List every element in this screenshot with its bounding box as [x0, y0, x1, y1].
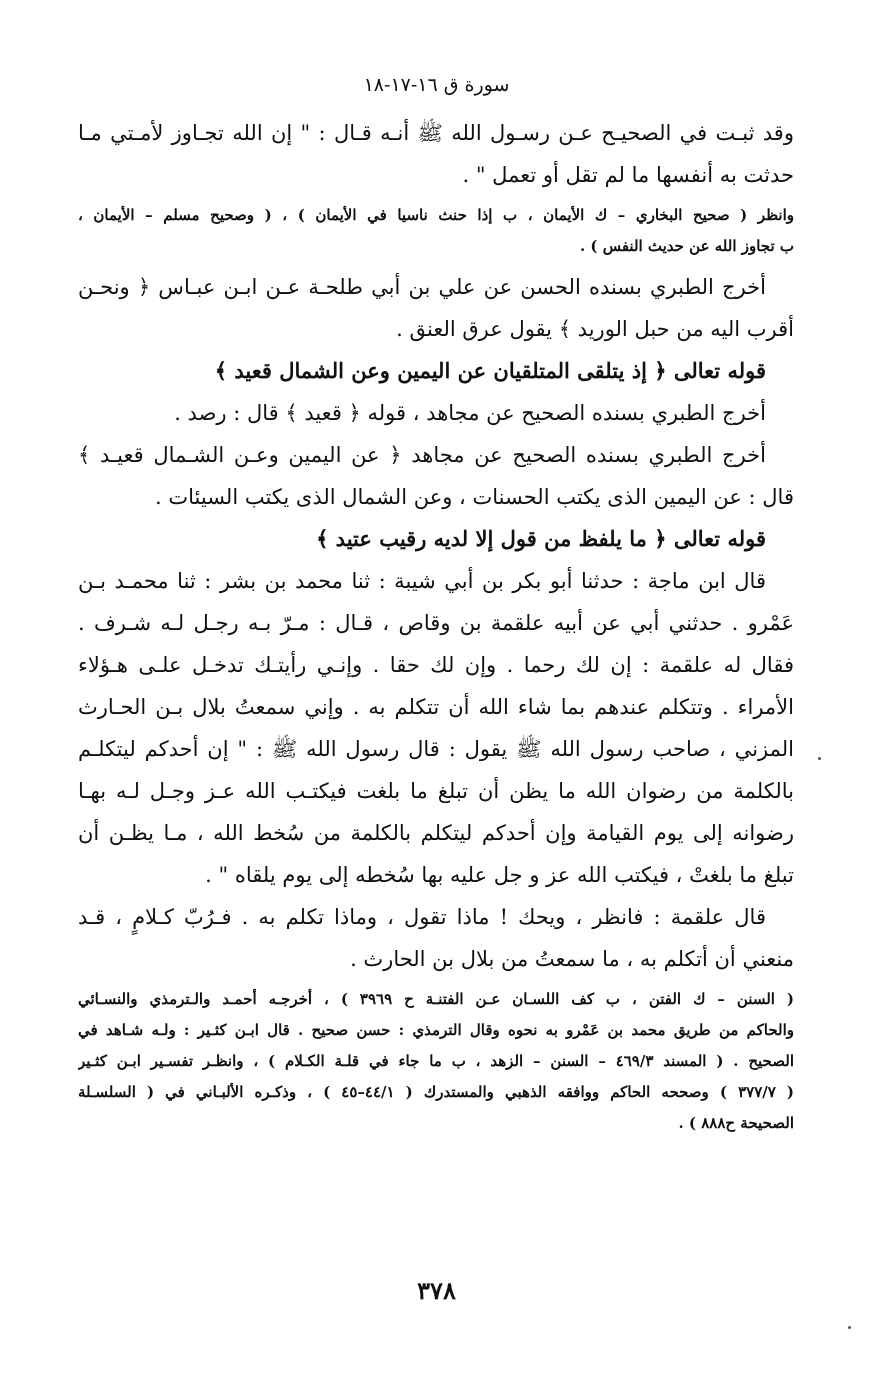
page-number: ٣٧٨ [417, 1276, 456, 1305]
text-line-5: أخرج الطبري بسنده الصحيح عن مجاهد ، قوله ﴿ قعيد ﴾ قال : رصد . [174, 401, 766, 425]
text-line-16: قال علقمة : فانظر ، ويحك ! ماذا تقول ، وماذا تكلم به . فـرُبّ كـلامٍ ، قـد [78, 905, 766, 929]
text-line-8: قال ابن ماجة : حدثنا أبو بكر بن أبي شيبة : ثنا محمد بن بشر : ثنا محمـد بـن [78, 569, 766, 593]
text-line-9: عَمْرو . حدثني أبي عن أبيه علقمة بن وقاص ، قـال : مـرّ بـه رجـل لـه شـرف . [78, 611, 794, 635]
text-line-4: أقرب اليه من حبل الوريد ﴾ يقول عرق العنق . [396, 317, 794, 341]
text-line-13: بالكلمة من رضوان الله ما يظن أن تبلغ ما بلغت فيكتـب الله عـز وجـل لـه بهـا [78, 779, 794, 803]
text-line-12: المزني ، صاحب رسول الله ﷺ يقول : قال رسول الله ﷺ : " إن أحدكم ليتكلـم [78, 737, 794, 761]
text-line-11: الأمراء . وتتكلم عندهم بما شاء الله أن تتكلم به . وإني سمعتُ بلال بـن الحـارث [78, 695, 794, 719]
text-line-6: أخرج الطبري بسنده الصحيح عن مجاهد ﴿ عن اليمين وعـن الشـمال قعيـد ﴾ [78, 443, 766, 467]
footnote-line-2: ب تجاوز الله عن حديث النفس ) . [579, 237, 794, 255]
footnote-line-3: ( السنن – ك الفتن ، ب كف اللسـان عـن الفتنـة ح ٣٩٦٩ ) ، أخرجـه أحمـد والـترمذي والنسـائي [78, 990, 794, 1008]
margin-speck [818, 757, 821, 760]
margin-speck [848, 1326, 851, 1329]
footnote-line-6: ( ٣٧٧/٧ ) وصححه الحاكم ووافقه الذهبي والمستدرك ( ٤٤/١–٤٥ ) ، وذكـره الألبـاني في ( السلسـلة [78, 1083, 794, 1101]
page-body [78, 112, 794, 1139]
section-heading-1: قوله تعالى ﴿ إذ يتلقى المتلقيان عن اليمين وعن الشمال قعيد ﴾ [214, 358, 766, 383]
text-line-14: رضوانه إلى يوم القيامة وإن أحدكم ليتكلم بالكلمة من سُخط الله ، مـا يظـن أن [78, 821, 794, 845]
footnote-line-7: الصحيحة ح٨٨٨ ) . [678, 1114, 794, 1132]
text-line-2: حدثت به أنفسها ما لم تقل أو تعمل " . [462, 163, 794, 187]
text-line-7: قال : عن اليمين الذى يكتب الحسنات ، وعن الشمال الذى يكتب السيئات . [155, 485, 794, 509]
text-line-15: تبلغ ما بلغتْ ، فيكتب الله عز و جل عليه بها سُخطه إلى يوم يلقاه " . [205, 863, 794, 887]
text-line-10: فقال له علقمة : إن لك رحما . وإن لك حقا . وإنـي رأيتـك تدخـل علـى هـؤلاء [78, 653, 794, 677]
text-line-1: وقد ثبـت في الصحيـح عـن رسـول الله ﷺ أنـه قـال : " إن الله تجـاوز لأمـتي مـا [78, 121, 794, 145]
text-line-17: منعني أن أتكلم به ، ما سمعتُ من بلال بن الحارث . [350, 947, 794, 971]
running-header: سورة ق ١٦-١٧-١٨ [363, 74, 510, 96]
section-heading-2: قوله تعالى ﴿ ما يلفظ من قول إلا لديه رقيب عتيد ﴾ [316, 526, 766, 551]
footnote-line-5: الصحيح . ( المسند ٤٦٩/٣ – السنن – الزهد ، ب ما جاء في قلـة الكـلام ) ، وانظـر تفسـير ابـن كثـير [78, 1052, 794, 1070]
footnote-line-4: والحاكم من طريق محمد بن عَمْرو به نحوه وقال الترمذي : حسن صحيح . قال ابـن كثـير : ولـه شـاهد في [78, 1021, 794, 1039]
footnote-line-1: وانظر ( صحيح البخاري – ك الأيمان ، ب إذا حنث ناسيا في الأيمان ) ، ( وصحيح مسلم – الأيمان ، [78, 206, 794, 224]
text-line-3: أخرج الطبري بسنده الحسن عن علي بن أبي طلحـة عـن ابـن عبـاس ﴿ ونحـن [78, 275, 766, 299]
